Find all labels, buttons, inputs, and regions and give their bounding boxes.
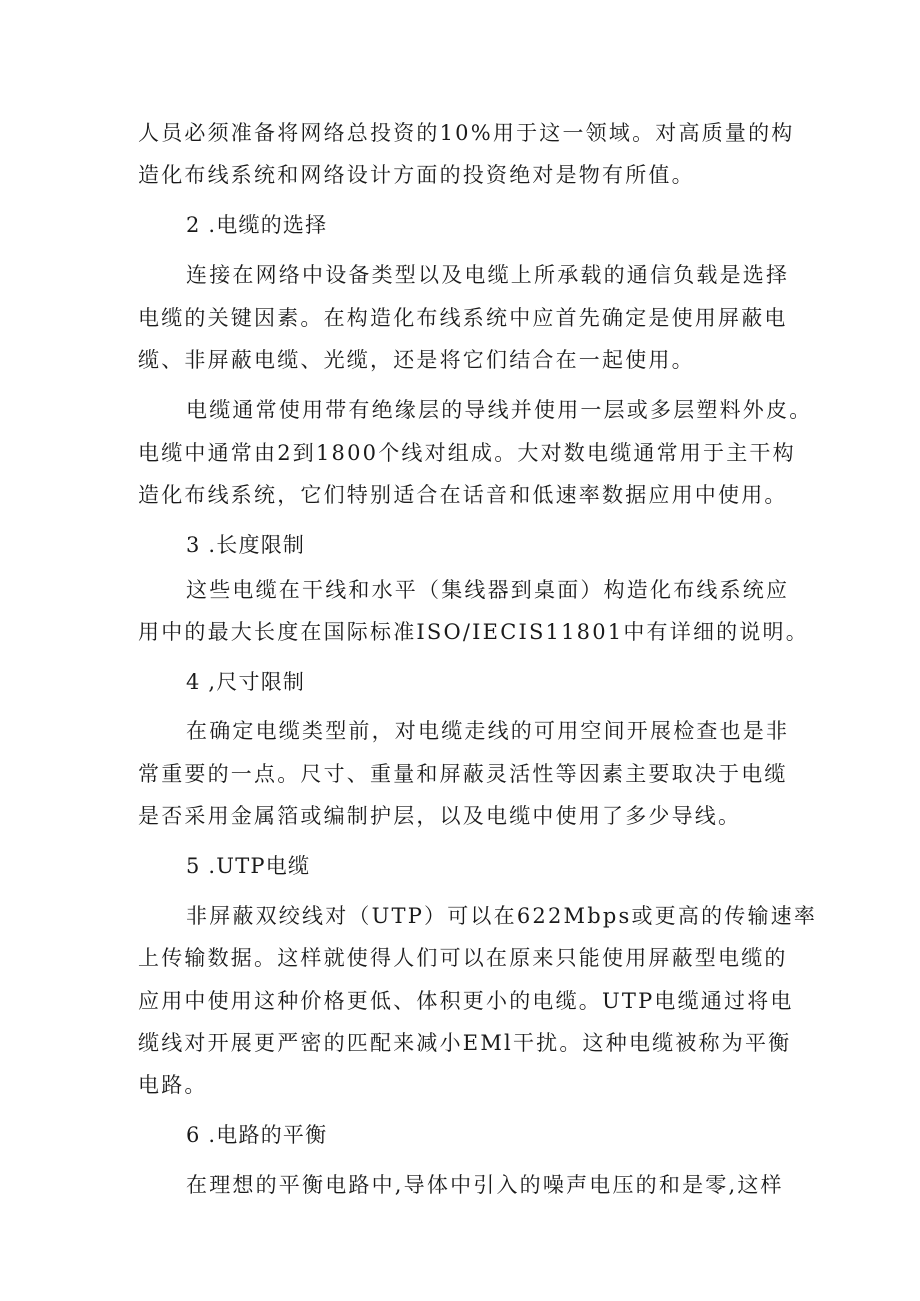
paragraph-line: 电缆的关键因素。在构造化布线系统中应首先确定是使用屏蔽电: [138, 306, 788, 330]
section-heading-cable-selection: 2 .电缆的选择: [186, 213, 328, 237]
section-heading-utp-cable: 5 .UTP电缆: [186, 854, 311, 878]
paragraph-line: 造化布线系统，它们特别适合在话音和低速率数据应用中使用。: [138, 483, 788, 507]
paragraph-line: 缆线对开展更严密的匹配来减小EMl干扰。这种电缆被称为平衡: [138, 1031, 792, 1055]
paragraph-line: 人员必须准备将网络总投资的10%用于这一领域。对高质量的构: [138, 121, 795, 145]
paragraph-line: 造化布线系统和网络设计方面的投资绝对是物有所值。: [138, 163, 695, 187]
paragraph-line: 连接在网络中设备类型以及电缆上所承载的通信负载是选择: [186, 263, 790, 287]
section-heading-circuit-balance: 6 .电路的平衡: [186, 1123, 328, 1147]
section-heading-size-limit: 4 ,尺寸限制: [186, 670, 306, 694]
paragraph-line: 在确定电缆类型前，对电缆走线的可用空间开展检查也是非: [186, 719, 790, 743]
paragraph-line: 应用中使用这种价格更低、体积更小的电缆。UTP电缆通过将电: [138, 989, 794, 1013]
section-heading-length-limit: 3 .长度限制: [186, 533, 306, 557]
paragraph-line: 用中的最大长度在国际标准ISO/IECIS11801中有详细的说明。: [138, 620, 809, 644]
paragraph-line: 常重要的一点。尺寸、重量和屏蔽灵活性等因素主要取决于电缆: [138, 762, 788, 786]
paragraph-line: 上传输数据。这样就使得人们可以在原来只能使用屏蔽型电缆的: [138, 946, 788, 970]
paragraph-line: 这些电缆在干线和水平（集线器到桌面）构造化布线系统应: [186, 578, 790, 602]
paragraph-line: 缆、非屏蔽电缆、光缆，还是将它们结合在一起使用。: [138, 348, 695, 372]
paragraph-line: 电缆中通常由2到1800个线对组成。大对数电缆通常用于主干构: [138, 441, 796, 465]
paragraph-line: 电缆通常使用带有绝缘层的导线并使用一层或多层塑料外皮。: [186, 398, 813, 422]
paragraph-line: 在理想的平衡电路中,导体中引入的噪声电压的和是零,这样: [186, 1173, 784, 1197]
paragraph-line: 非屏蔽双绞线对（UTP）可以在622Mbps或更高的传输速率: [186, 904, 818, 928]
paragraph-line: 电路。: [138, 1073, 208, 1097]
paragraph-line: 是否采用金属箔或编制护层，以及电缆中使用了多少导线。: [138, 804, 742, 828]
